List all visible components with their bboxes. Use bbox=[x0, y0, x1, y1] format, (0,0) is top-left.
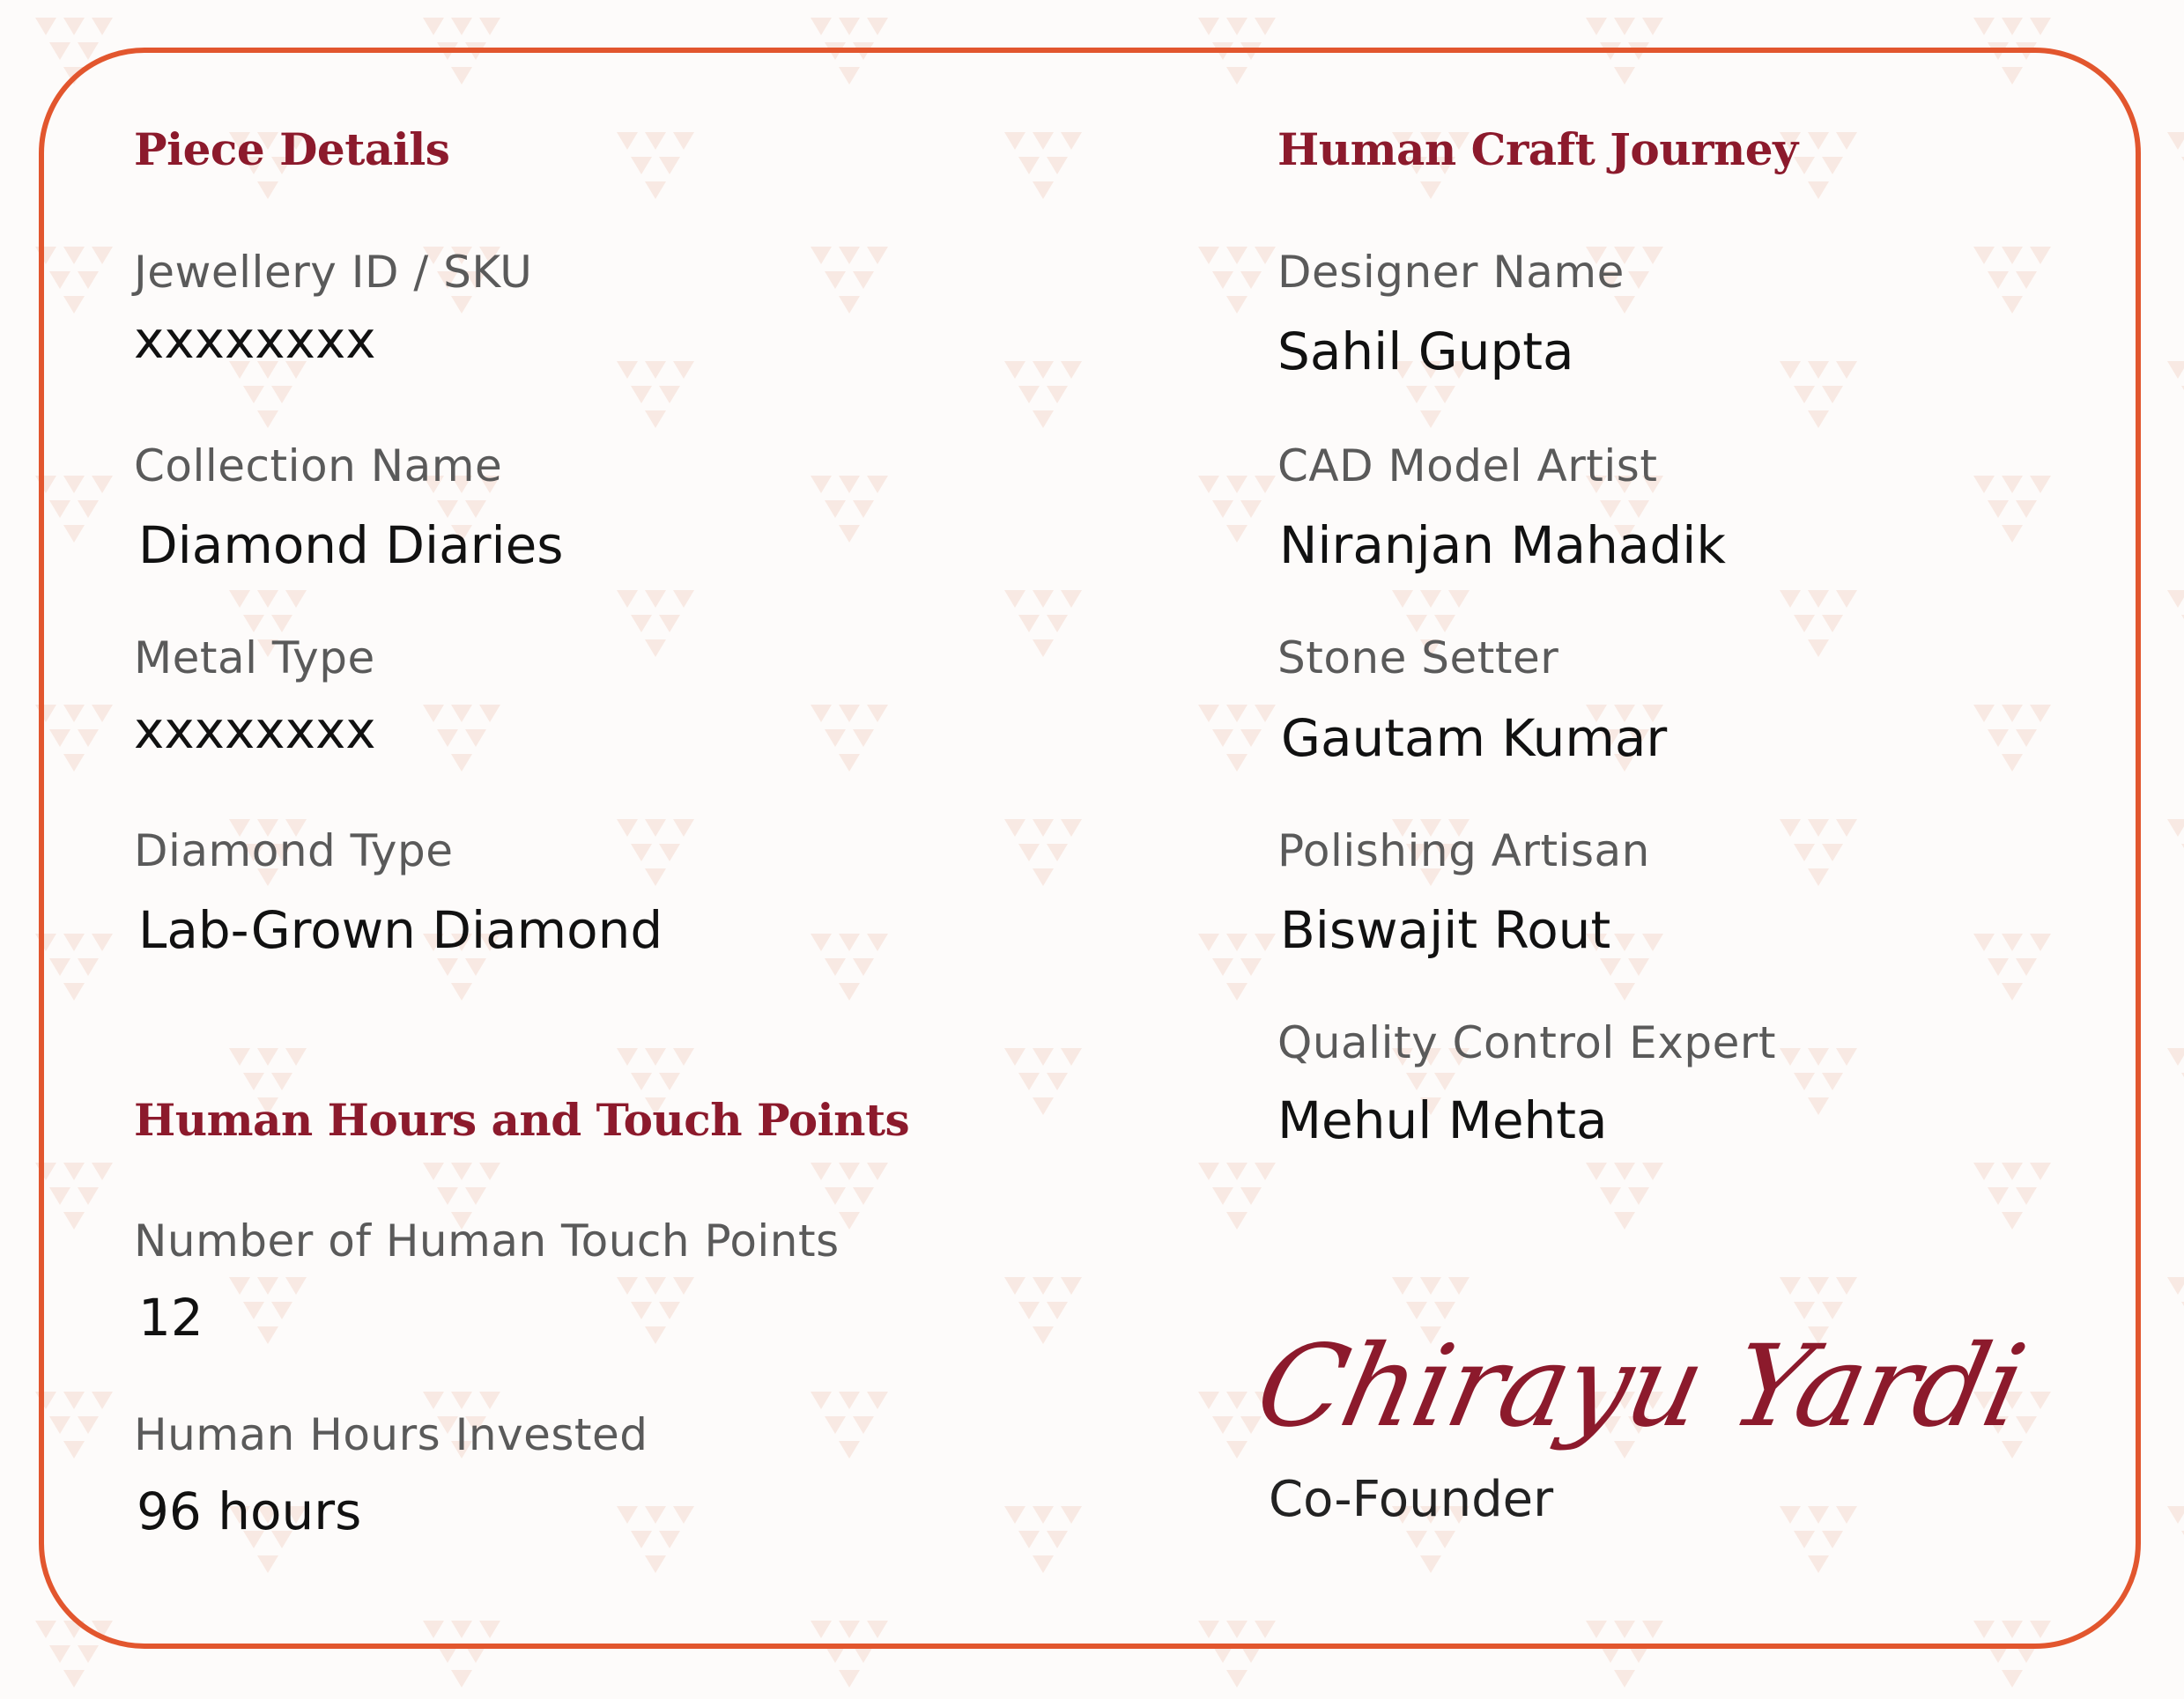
cad-artist-label: CAD Model Artist bbox=[1277, 440, 1658, 491]
designer-name-label: Designer Name bbox=[1277, 247, 1625, 298]
signature: Chirayu Yardi bbox=[1246, 1321, 2035, 1452]
stone-setter-label: Stone Setter bbox=[1277, 632, 1559, 683]
signature-block bbox=[1246, 1321, 2035, 1528]
human-hours-title: Human Hours and Touch Points bbox=[134, 1094, 910, 1146]
collection-name-label: Collection Name bbox=[134, 440, 503, 491]
stone-setter-value: Gautam Kumar bbox=[1281, 708, 1668, 768]
collection-name-value: Diamond Diaries bbox=[138, 515, 564, 575]
metal-type-label: Metal Type bbox=[134, 632, 375, 683]
sku-label: Jewellery ID / SKU bbox=[134, 247, 533, 298]
hours-invested-label: Human Hours Invested bbox=[134, 1409, 648, 1460]
cad-artist-value: Niranjan Mahadik bbox=[1279, 515, 1726, 575]
diamond-type-label: Diamond Type bbox=[134, 825, 454, 876]
diamond-type-value: Lab-Grown Diamond bbox=[138, 900, 663, 960]
metal-type-value: xxxxxxxx bbox=[134, 700, 376, 760]
touch-points-value: 12 bbox=[138, 1288, 204, 1348]
polishing-artisan-label: Polishing Artisan bbox=[1277, 825, 1650, 876]
signature-role: Co-Founder bbox=[1269, 1471, 1554, 1528]
hours-invested-value: 96 hours bbox=[137, 1481, 362, 1541]
polishing-artisan-value: Biswajit Rout bbox=[1280, 900, 1611, 960]
piece-details-title: Piece Details bbox=[134, 123, 450, 175]
designer-name-value: Sahil Gupta bbox=[1277, 321, 1574, 381]
touch-points-label: Number of Human Touch Points bbox=[134, 1215, 840, 1267]
quality-control-value: Mehul Mehta bbox=[1277, 1090, 1608, 1150]
sku-value: xxxxxxxx bbox=[134, 310, 376, 370]
quality-control-label: Quality Control Expert bbox=[1277, 1017, 1777, 1068]
craft-journey-title: Human Craft Journey bbox=[1277, 123, 1798, 175]
